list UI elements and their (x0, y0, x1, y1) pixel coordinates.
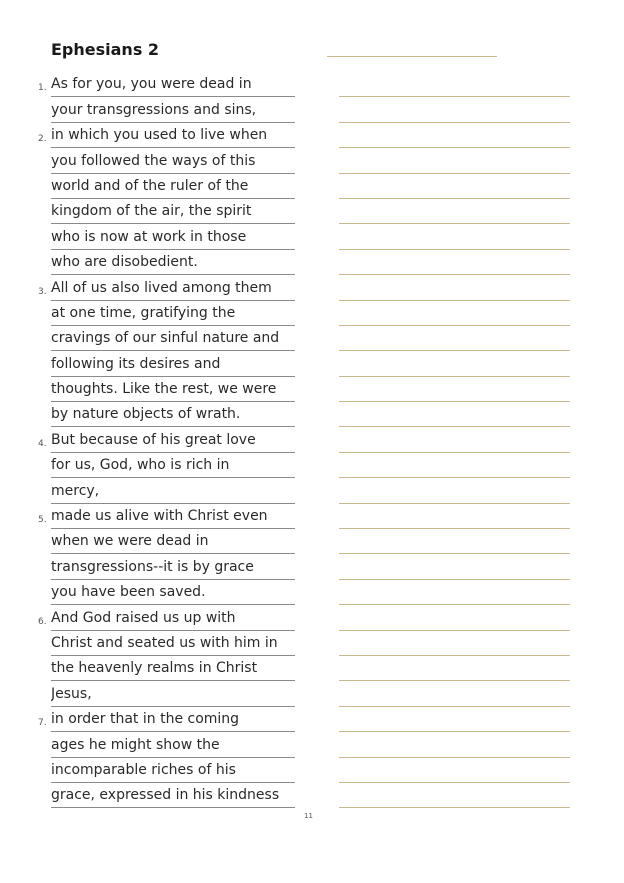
verse-row (0, 783, 624, 808)
verse-row (0, 605, 624, 630)
verse-row (0, 250, 624, 275)
verse-text-line: But because of his great love (51, 428, 295, 453)
verse-row (0, 504, 624, 529)
verse-text-line: And God raised us up with (51, 606, 295, 631)
verse-row (0, 453, 624, 478)
verse-row (0, 97, 624, 122)
verse-number: 5. (38, 515, 47, 526)
verse-text-line: when we were dead in (51, 529, 295, 554)
verse-row (0, 681, 624, 706)
verse-text-line: incomparable riches of his (51, 758, 295, 783)
verse-text-line: All of us also lived among them (51, 276, 295, 301)
verse-number: 7. (38, 718, 47, 729)
verse-text-line: who are disobedient. (51, 250, 295, 275)
page-title: Ephesians 2 (51, 40, 160, 59)
verse-text-line: As for you, you were dead in (51, 72, 295, 97)
verse-text-line: at one time, gratifying the (51, 301, 295, 326)
verse-text-line: who is now at work in those (51, 225, 295, 250)
verse-row (0, 199, 624, 224)
verse-text-line: in which you used to live when (51, 123, 295, 148)
verse-row (0, 351, 624, 376)
verse-text-line: cravings of our sinful nature and (51, 326, 295, 351)
verse-row (0, 478, 624, 503)
verse-text-line: by nature objects of wrath. (51, 402, 295, 427)
name-write-line (327, 56, 497, 57)
verse-row (0, 123, 624, 148)
verse-row (0, 758, 624, 783)
verse-row (0, 554, 624, 579)
verse-number: 2. (38, 134, 47, 145)
verse-text-line: mercy, (51, 479, 295, 504)
verse-row (0, 224, 624, 249)
verse-text-line: your transgressions and sins, (51, 98, 295, 123)
verse-row (0, 402, 624, 427)
verse-text-line: Christ and seated us with him in (51, 631, 295, 656)
verse-row (0, 275, 624, 300)
verse-lines (0, 72, 624, 808)
verse-text-line: the heavenly realms in Christ (51, 656, 295, 681)
verse-row (0, 707, 624, 732)
verse-text-line: for us, God, who is rich in (51, 453, 295, 478)
verse-text-line: following its desires and (51, 352, 295, 377)
verse-text-line: Jesus, (51, 682, 295, 707)
verse-row (0, 580, 624, 605)
verse-row (0, 529, 624, 554)
verse-text-line: ages he might show the (51, 733, 295, 758)
verse-row (0, 174, 624, 199)
verse-row (0, 72, 624, 97)
verse-text-line: made us alive with Christ even (51, 504, 295, 529)
verse-row (0, 326, 624, 351)
verse-row (0, 732, 624, 757)
verse-row (0, 656, 624, 681)
page-number: 11 (304, 812, 313, 820)
verse-text-line: you have been saved. (51, 580, 295, 605)
verse-row (0, 631, 624, 656)
verse-text-line: transgressions--it is by grace (51, 555, 295, 580)
verse-text-line: you followed the ways of this (51, 149, 295, 174)
verse-row (0, 377, 624, 402)
verse-row (0, 427, 624, 452)
verse-text-line: in order that in the coming (51, 707, 295, 732)
verse-row (0, 301, 624, 326)
verse-text-line: world and of the ruler of the (51, 174, 295, 199)
writing-line (339, 807, 570, 808)
verse-text-line: grace, expressed in his kindness (51, 783, 295, 808)
verse-row (0, 148, 624, 173)
verse-number: 1. (38, 83, 47, 94)
verse-text-line: kingdom of the air, the spirit (51, 199, 295, 224)
verse-number: 3. (38, 286, 47, 297)
verse-text-line: thoughts. Like the rest, we were (51, 377, 295, 402)
verse-number: 6. (38, 616, 47, 627)
verse-number: 4. (38, 438, 47, 449)
